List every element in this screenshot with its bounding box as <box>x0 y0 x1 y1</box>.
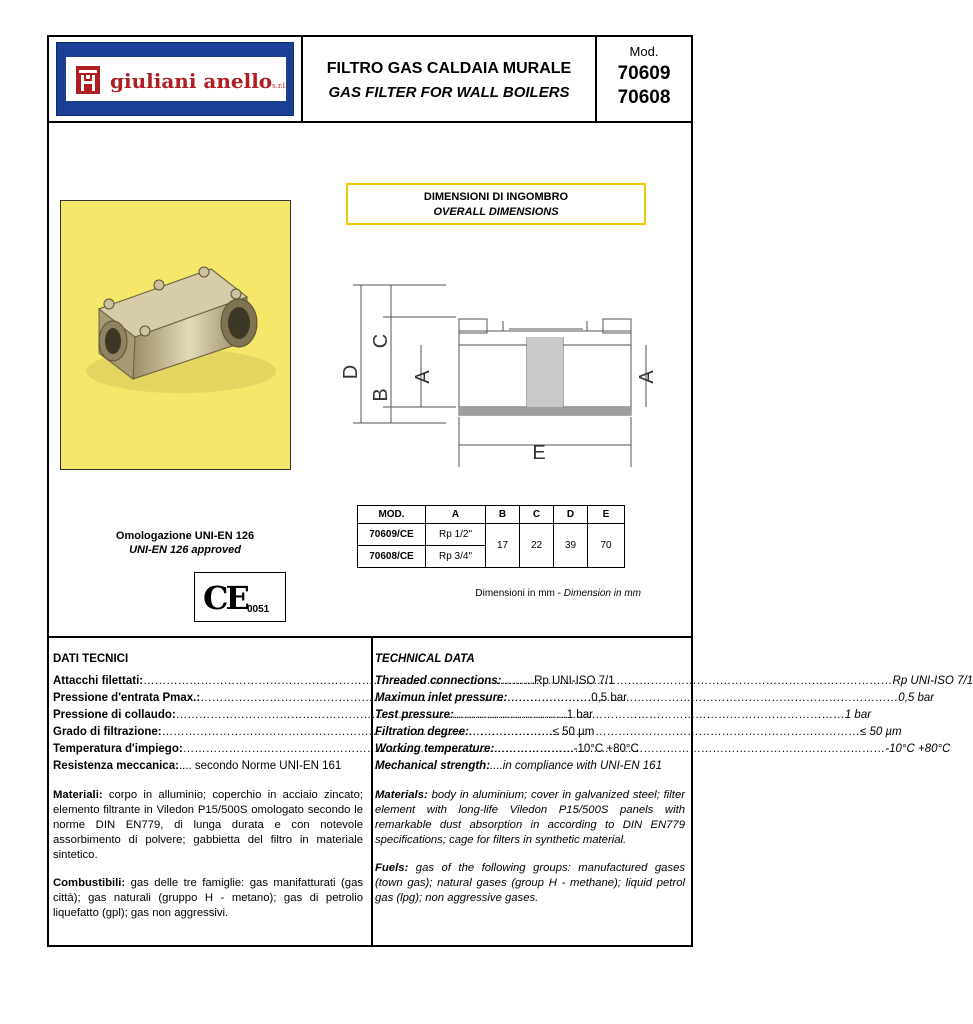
col-d: D <box>554 506 588 524</box>
approval-italian: Omologazione UNI-EN 126 <box>115 530 255 542</box>
cell-d: 39 <box>554 524 588 568</box>
datasheet-frame <box>47 35 973 947</box>
dimensions-heading-italian: DIMENSIONI DI INGOMBRO <box>423 191 569 203</box>
technical-data-english <box>375 651 973 906</box>
cell-a: Rp 3/4" <box>426 546 486 568</box>
ce-notified-body-number: 0051 <box>247 604 270 615</box>
label-a-right: A <box>636 370 658 384</box>
dimension-note-english: Dimension in mm <box>563 588 641 599</box>
label-c: C <box>370 333 392 349</box>
ce-marking <box>194 572 286 622</box>
cell-c: 22 <box>520 524 554 568</box>
technical-drawing <box>321 267 673 464</box>
cell-mod: 70608/CE <box>358 546 426 568</box>
approval-note <box>75 529 295 557</box>
cell-b: 17 <box>486 524 520 568</box>
spec-row: Pressione d'entrata Pmax.: ………………………………………………………………………………………… 0,5 bar <box>53 690 363 707</box>
company-logo <box>56 42 294 116</box>
cell-e: 70 <box>588 524 625 568</box>
col-c: C <box>520 506 554 524</box>
spec-row: Threaded connections: ………………………………………………………………………………………… Rp UNI-ISO 7/1 <box>375 673 685 690</box>
section-title: DATI TECNICI <box>53 653 129 665</box>
spec-row: Filtration degree: ………………………………………………………………………………………… ≤ 50 µm <box>375 724 685 741</box>
col-a: A <box>426 506 486 524</box>
spec-row: Attacchi filettati: ………………………………………………………………………………………… Rp UNI-ISO 7/1 <box>53 673 363 690</box>
body-hatch <box>459 407 631 415</box>
model-label: Mod. <box>629 44 659 59</box>
cell-a: Rp 1/2" <box>426 524 486 546</box>
col-b: B <box>486 506 520 524</box>
dimensions-heading-english: OVERALL DIMENSIONS <box>433 206 559 218</box>
materials-paragraph: Materiali: corpo in alluminio; coperchio in acciaio zincato; elemento filtrante in Viledon P15/500S omologato secondo le norme DIN EN779, di lunga durata e con notevole assorbimento di polvere; gabbietta del filtro in materiale sintetico. <box>53 789 363 861</box>
company-logo-icon <box>76 66 100 94</box>
section-divider <box>49 636 691 638</box>
spec-row: Working temperature: ………………………………………………………………………………………… -10°C +80°C <box>375 741 685 758</box>
spec-row: Temperatura d'impiego: ………………………………………………………………………………………… -10°C +80°C <box>53 741 363 758</box>
spec-row: Mechanical strength: ....in compliance with UNI-EN 161 <box>375 760 662 772</box>
dimensions-table <box>357 505 625 568</box>
spec-row: Resistenza meccanica: .... secondo Norme UNI-EN 161 <box>53 760 342 772</box>
fuels-paragraph: Combustibili: gas delle tre famiglie: gas manifatturati (gas città); gas naturali (gruppo H - metano); gas di petrolio liquefatto (gpl); gas non aggressivi. <box>53 877 363 919</box>
ce-mark-icon: CE <box>203 579 247 617</box>
table-row <box>358 524 625 546</box>
model-number-1: 70609 <box>617 63 671 84</box>
col-e: E <box>588 506 625 524</box>
spec-row: Maximun inlet pressure: ………………………………………………………………………………………… 0,5 bar <box>375 690 685 707</box>
approval-english: UNI-EN 126 approved <box>129 544 241 556</box>
product-photo <box>60 200 291 470</box>
label-b: B <box>370 388 392 402</box>
fuels-paragraph: Fuels: gas of the following groups: manufactured gases (town gas); natural gases (group H - methane); liquid petrol gas (lpg); non aggressive gases. <box>375 862 685 904</box>
title-english: GAS FILTER FOR WALL BOILERS <box>328 84 570 101</box>
company-suffix: s.r.l. <box>272 82 288 90</box>
spec-row: Pressione di collaudo: ………………………………………………………………………………………… 1 bar <box>53 707 363 724</box>
table-header-row <box>358 506 625 524</box>
model-cell <box>595 37 691 123</box>
document-title <box>303 37 595 123</box>
company-name: giuliani anello <box>110 69 273 93</box>
spec-row: Grado di filtrazione: ………………………………………………………………………………………… ≤ 50 µm <box>53 724 363 741</box>
model-number-2: 70608 <box>617 87 671 108</box>
section-title: TECHNICAL DATA <box>375 653 475 665</box>
materials-paragraph: Materials: body in aluminium; cover in galvanized steel; filter element with long-life Viledon P15/500S panels with remarkable dust absorption in according to DIN EN779 specifications; cage for filters in synthetic material. <box>375 789 685 846</box>
logo-cell <box>49 37 303 123</box>
dimensions-heading <box>346 183 646 225</box>
gas-filter-image <box>61 201 290 469</box>
cell-mod: 70609/CE <box>358 524 426 546</box>
spec-row: Test pressure: ………………………………………………………………………………………… 1 bar <box>375 707 685 724</box>
filter-element <box>527 337 563 415</box>
dimension-unit-note <box>379 588 641 599</box>
drawing-outline <box>353 285 646 467</box>
label-e: E <box>532 442 546 464</box>
dimension-note-italian: Dimensioni in mm - <box>475 588 564 599</box>
title-italian: FILTRO GAS CALDAIA MURALE <box>326 60 572 77</box>
label-d: D <box>340 364 362 380</box>
label-a-left: A <box>412 370 434 384</box>
col-mod: MOD. <box>358 506 426 524</box>
drawing-labels-group <box>340 334 658 464</box>
